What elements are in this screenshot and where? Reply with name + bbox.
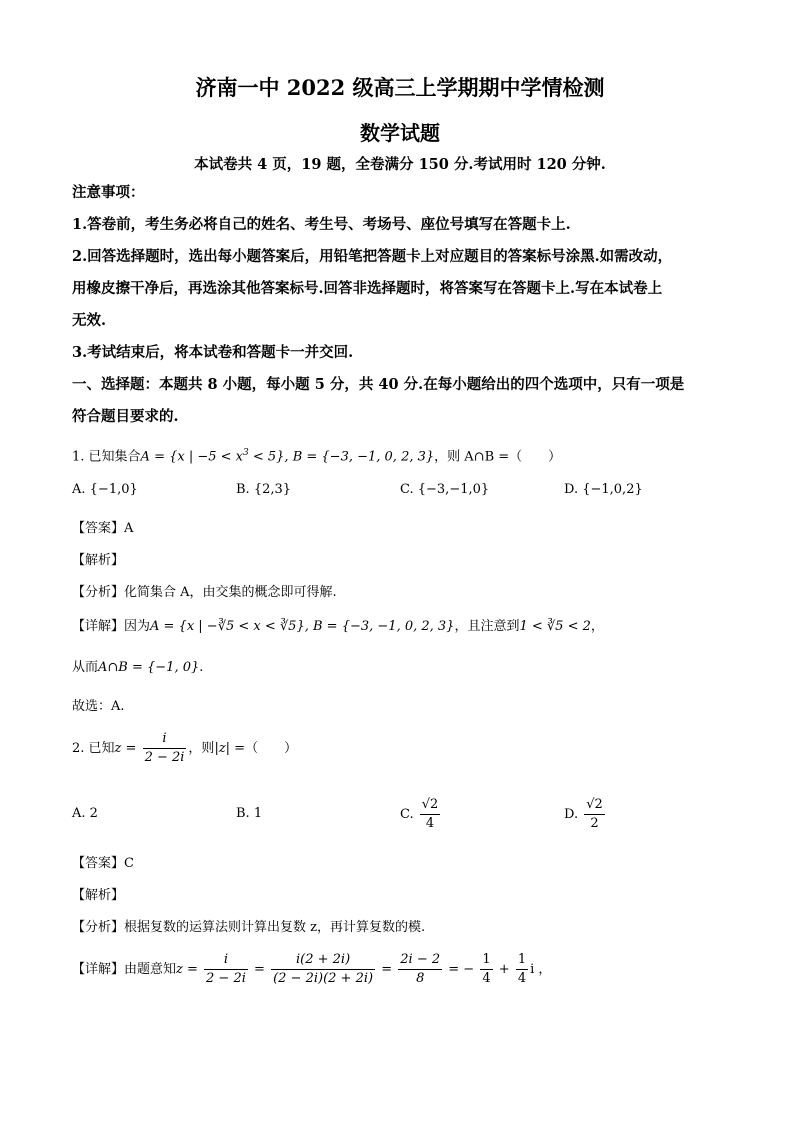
q2-option-c-numerator: √2 <box>420 796 441 815</box>
subject-title: 数学试题 <box>360 121 440 145</box>
q2-detail-fraction-2-denominator: (2 − 2i)(2 + 2i) <box>273 971 374 986</box>
q2-stem <box>72 730 297 768</box>
q2-fraction-numerator: i <box>143 730 187 749</box>
q1-detail-mid: ，且注意到 <box>454 619 520 634</box>
q1-set-a-end: < 5}, B = {−3, −1, 0, 2, 3} <box>248 449 435 465</box>
q2-detail-fraction-1-numerator: i <box>204 951 248 970</box>
q1-option-a: A. {−1,0} <box>72 482 138 497</box>
q2-stem-prefix: 2. 已知 <box>72 741 115 756</box>
q2-fraction-denominator: 2 − 2i <box>144 750 185 765</box>
q2-option-d <box>564 796 607 833</box>
q2-stem-mid: ，则 <box>188 741 215 756</box>
q2-detail-equals-2: = <box>381 962 393 977</box>
q2-detail-fraction-3-numerator: 2i − 2 <box>398 951 442 970</box>
q2-detail-fraction-3 <box>398 951 442 988</box>
q1-option-c: C. {−3,−1,0} <box>400 482 490 497</box>
q2-stem-suffix: （ ） <box>245 741 298 756</box>
q1-fenxi: 【分析】化简集合 A，由交集的概念即可得解. <box>72 585 337 600</box>
q1-conclusion-math: A∩B = {−1, 0} <box>98 660 200 675</box>
note-1: 1.答卷前，考生务必将自己的姓名、考生号、考场号、座位号填写在答题卡上. <box>72 216 571 233</box>
q2-fenxi: 【分析】根据复数的运算法则计算出复数 z，再计算复数的模. <box>72 920 426 935</box>
q1-conclusion <box>72 658 203 678</box>
q2-detail-fraction-1 <box>204 951 248 988</box>
q2-fraction <box>143 730 187 767</box>
q2-detail-equals-1: = <box>254 962 265 977</box>
q2-detail-fraction-1-denominator: 2 − 2i <box>206 971 246 986</box>
q2-detail-plus: + <box>498 962 510 977</box>
q2-analysis-label: 【解析】 <box>72 888 125 903</box>
q2-option-c-fraction <box>420 796 441 833</box>
q1-detail-label: 【详解】因为 <box>72 619 151 634</box>
q2-answer: 【答案】C <box>72 856 134 871</box>
q2-detail-fraction-2 <box>271 951 375 988</box>
exam-info: 本试卷共 4 页，19 题，全卷满分 150 分.考试用时 120 分钟. <box>194 156 606 173</box>
q2-option-c <box>400 796 442 833</box>
q2-option-c-denominator: 4 <box>425 816 435 831</box>
q2-option-b: B. 1 <box>236 806 263 821</box>
q2-detail-fraction-2-numerator: i(2 + 2i) <box>271 951 375 970</box>
q2-detail-fraction-5-numerator: 1 <box>516 951 528 970</box>
q2-option-d-numerator: √2 <box>584 796 605 815</box>
q2-option-a: A. 2 <box>72 806 98 821</box>
q2-detail-fraction-4 <box>480 951 492 988</box>
q1-answer: 【答案】A <box>72 521 134 536</box>
q1-detail-end: ， <box>590 619 604 634</box>
q1-set-a: A = {x | −5 < x <box>140 449 243 465</box>
q2-detail-fraction-3-denominator: 8 <box>416 971 425 986</box>
q1-stem <box>72 443 561 467</box>
q1-choice: 故选：A. <box>72 699 125 714</box>
q2-detail <box>72 950 551 990</box>
q1-conclusion-end: . <box>199 660 204 675</box>
q2-option-d-denominator: 2 <box>590 816 599 831</box>
q2-z-eq: z = <box>114 741 137 756</box>
q2-option-d-fraction <box>584 796 605 833</box>
q1-option-d: D. {−1,0,2} <box>564 482 643 497</box>
q1-stem-prefix: 1. 已知集合 <box>72 449 141 465</box>
q2-detail-fraction-4-denominator: 4 <box>482 971 491 986</box>
q2-detail-fraction-5-denominator: 4 <box>517 971 527 986</box>
section-heading-line-1: 一、选择题：本题共 8 小题，每小题 5 分，共 40 分.在每小题给出的四个选项中，只有一项是 <box>72 376 685 393</box>
q1-option-b: B. {2,3} <box>236 482 292 497</box>
note-2-line-2: 用橡皮擦干净后，再选涂其他答案标号.回答非选择题时，将答案写在答题卡上.写在本试卷上 <box>72 280 663 297</box>
q2-option-c-label: C. <box>400 807 414 822</box>
q1-set-a-exponent: 3 <box>243 448 249 458</box>
section-heading-line-2: 符合题目要求的. <box>72 408 179 425</box>
notes-heading: 注意事项： <box>72 184 145 201</box>
q2-detail-tail: i ， <box>530 962 552 977</box>
q2-detail-fraction-4-numerator: 1 <box>480 951 492 970</box>
q1-conclusion-prefix: 从而 <box>72 660 99 675</box>
exam-title: 济南一中 2022 级高三上学期期中学情检测 <box>195 75 605 100</box>
q2-detail-equals-3: = − <box>448 962 475 977</box>
q1-detail <box>72 617 604 637</box>
q2-abs-z: |z| = <box>214 741 246 756</box>
q2-option-d-label: D. <box>564 807 579 822</box>
q1-analysis-label: 【解析】 <box>72 553 125 568</box>
q2-detail-label: 【详解】由题意知 <box>72 962 177 977</box>
q1-detail-math: A = {x | −∛5 < x < ∛5}, B = {−3, −1, 0, 2, 3} <box>150 619 455 634</box>
q2-detail-z: z = <box>176 962 198 977</box>
q1-stem-suffix: ，则 A∩B =（ ） <box>434 449 562 465</box>
note-3: 3.考试结束后，将本试卷和答题卡一并交回. <box>72 344 354 361</box>
note-2-line-3: 无效. <box>72 312 107 329</box>
q1-detail-inequality: 1 < ∛5 < 2 <box>519 619 591 634</box>
note-2-line-1: 2.回答选择题时，选出每小题答案后，用铅笔把答题卡上对应题目的答案标号涂黑.如需改动， <box>72 248 673 265</box>
q2-detail-fraction-5 <box>516 951 528 988</box>
